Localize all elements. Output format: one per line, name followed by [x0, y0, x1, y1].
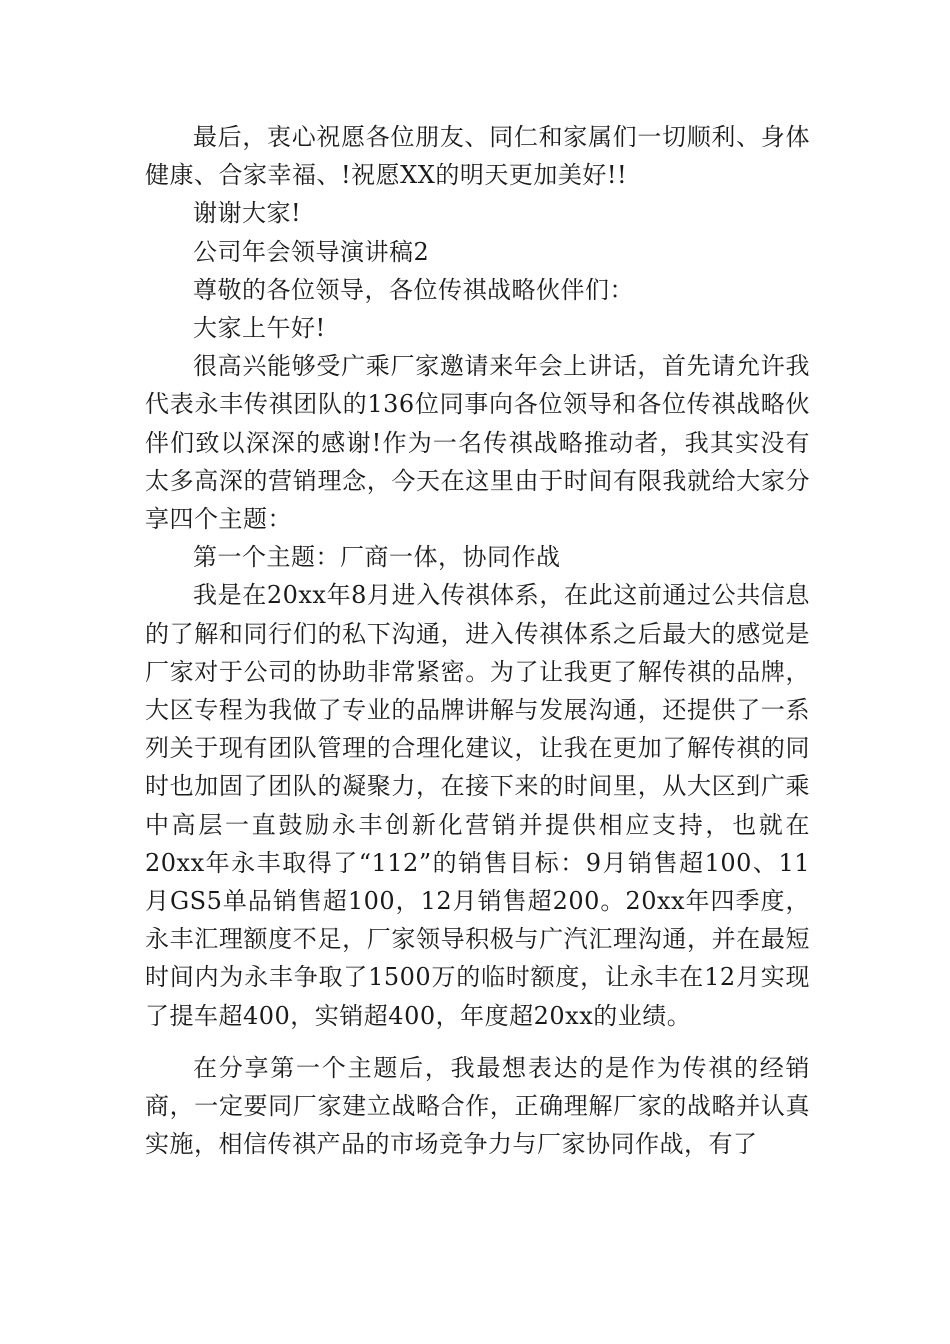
salutation-line: 尊敬的各位领导，各位传祺战略伙伴们：: [193, 275, 634, 304]
greeting-line: 大家上午好!: [193, 314, 326, 343]
theme-one-heading: 第一个主题：厂商一体，协同作战: [193, 543, 561, 572]
thanks-line: 谢谢大家!: [193, 199, 302, 228]
closing-wishes-paragraph: 最后，衷心祝愿各位朋友、同仁和家属们一切顺利、身体健康、合家幸福、!祝愿XX的明天更加美好!!: [145, 123, 810, 190]
theme-one-paragraph: 我是在20xx年8月进入传祺体系，在此这前通过公共信息的了解和同行们的私下沟通，进入传祺体系之后最大的感觉是厂家对于公司的协助非常紧密。为了让我更了解传祺的品牌，大区专程为我做了专业的品牌讲解与发展沟通，还提供了一系列关于现有团队管理的合理化建议，让我在更加了解传祺的同时也加固了团队的凝聚力，在接下来的时间里，从大区到广乘中高层一直鼓励永丰创新化营销并提供相应支持，也就在20xx年永丰取得了“112”的销售目标：9月销售超100、11月GS5单品销售超100，12月销售超200。20xx年四季度，永丰汇理额度不足，厂家领导积极与广汽汇理沟通，并在最短时间内为永丰争取了1500万的临时额度，让永丰在12月实现了提车超400，实销超400，年度超20xx的业绩。: [145, 581, 810, 1030]
speech-title: 公司年会领导演讲稿2: [193, 237, 430, 266]
theme-one-summary-paragraph: 在分享第一个主题后，我最想表达的是作为传祺的经销商，一定要同厂家建立战略合作，正确理解厂家的战略并认真实施，相信传祺产品的市场竞争力与厂家协同作战，有了: [145, 1053, 810, 1159]
intro-paragraph: 很高兴能够受广乘厂家邀请来年会上讲话，首先请允许我代表永丰传祺团队的136位同事向各位领导和各位传祺战略伙伴们致以深深的感谢!作为一名传祺战略推动者，我其实没有太多高深的营销理念，今天在这里由于时间有限我就给大家分享四个主题：: [145, 352, 810, 534]
document-body: [145, 118, 810, 1163]
